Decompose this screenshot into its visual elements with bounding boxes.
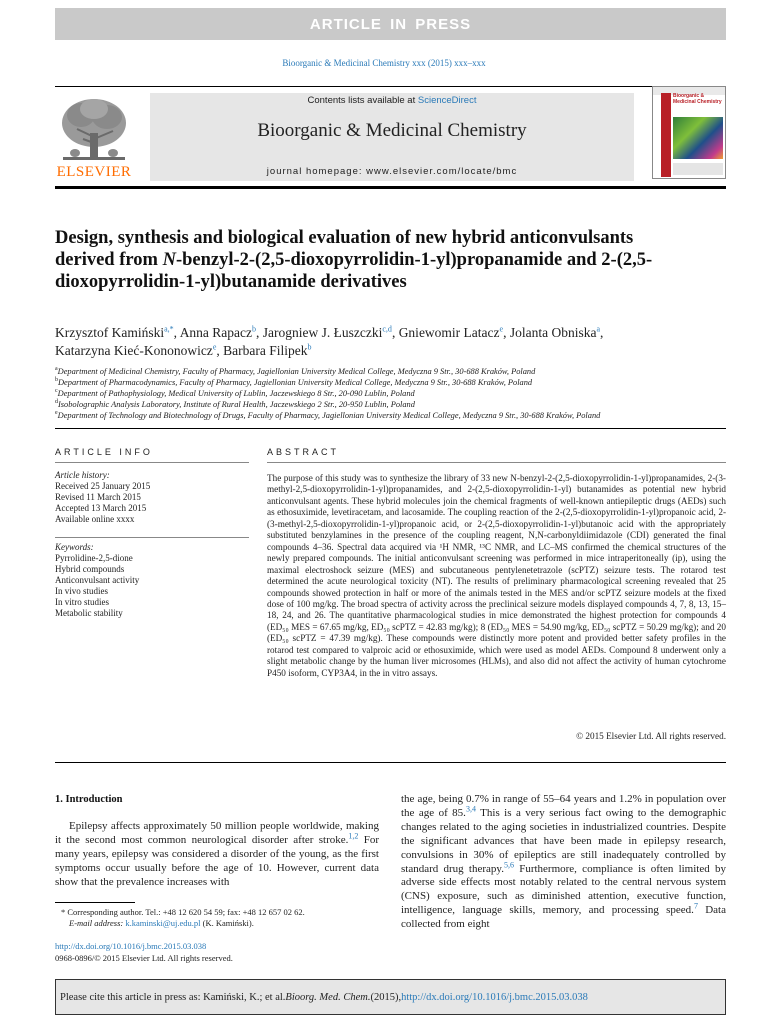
- author-sep: ,: [600, 325, 604, 340]
- author-name[interactable]: Gniewomir Latacz: [398, 325, 500, 340]
- journal-title: Bioorganic & Medicinal Chemistry: [257, 120, 527, 141]
- corresponding-text: Corresponding author. Tel.: +48 12 620 54 59; fax: +48 12 657 02 62.: [67, 907, 305, 917]
- header-rule: [55, 86, 726, 87]
- citation-ref[interactable]: 3,4: [465, 804, 476, 814]
- abstract-copyright: © 2015 Elsevier Ltd. All rights reserved.: [576, 731, 726, 741]
- author-affil-sup[interactable]: e: [499, 324, 504, 334]
- intro-text: Furthermore, compliance is often limited by adverse side effects most notably related to the central nervous system (CNS) exposure, such as diminished attention, executive function, intelligence, language skills, memory, and processing speed.: [401, 862, 726, 917]
- footnotes: [55, 907, 379, 929]
- history-item: Received 25 January 2015: [55, 481, 151, 491]
- email-note: [55, 918, 379, 929]
- author-sep: ,: [216, 343, 224, 358]
- author-sep: ,: [256, 325, 263, 340]
- affiliation-item: [55, 366, 745, 377]
- citation-box: [55, 979, 726, 1015]
- citation-ref[interactable]: 5,6: [503, 859, 514, 869]
- keyword-item: In vivo studies: [55, 586, 108, 596]
- intro-left-column: [55, 820, 379, 890]
- intro-text: the age, being 0.7% in range of 55–64 years and 1.2% in population over the age of 85.: [401, 793, 726, 819]
- affiliation-text: Department of Medicinal Chemistry, Faculty of Pharmacy, Jagiellonian University Medical College, Medyczna 9 Str., 30-688 Kraków, Poland: [57, 367, 536, 376]
- author-name[interactable]: Barbara Filipek: [223, 343, 308, 358]
- keyword-item: Hybrid compounds: [55, 564, 125, 574]
- section-rule: [55, 762, 726, 763]
- article-info-heading: ARTICLE INFO: [55, 447, 153, 457]
- doi-link[interactable]: http://dx.doi.org/10.1016/j.bmc.2015.03.038: [55, 941, 207, 951]
- affiliation-sup: d: [55, 399, 58, 406]
- intro-text: This is a very serious fact owing to the demographic changes related to the aging societies in industrialized countries. Despite the significant advances that have been made in epilepsy research, convulsions in 30% of epileptics are still inadequately controlled by standard drug therapy.: [401, 806, 726, 875]
- affiliation-text: Isobolographic Analysis Laboratory, Institute of Rural Health, Jaczewskiego 2 Str., 20-950 Lublin, Poland: [58, 400, 415, 409]
- author-name[interactable]: Jolanta Obniska: [509, 325, 597, 340]
- author-affil-sup[interactable]: e: [212, 342, 217, 352]
- article-history: [55, 470, 249, 525]
- author-affil-sup[interactable]: a: [596, 324, 601, 334]
- issn-line: 0968-0896/© 2015 Elsevier Ltd. All rights reserved.: [55, 953, 233, 963]
- cover-title: Bioorganic & Medicinal Chemistry: [673, 93, 722, 105]
- cover-artwork: [673, 117, 723, 159]
- title-italic: N: [162, 250, 176, 270]
- affiliation-sup: e: [55, 410, 58, 417]
- affiliation-sup: b: [55, 377, 58, 384]
- author-affil-sup[interactable]: b: [307, 342, 312, 352]
- author-affil-sup[interactable]: a,*: [164, 324, 174, 334]
- citation-ref[interactable]: 7: [693, 901, 698, 911]
- history-item: Revised 11 March 2015: [55, 492, 141, 502]
- abstract-text: The purpose of this study was to synthesize the library of 33 new N-benzyl-2-(2,5-dioxopyrrolidin-1-yl)propanamides, 2-(3-methyl-2,5-dioxopyrrolidin-1-yl)propanamides, and 2-(2,5-dioxopyrrolidin-1-yl) butanamides as potential new hybrid anticonvulsant agents. These hybrid molecules join the chemical fragments of well-known antiepileptic drugs (AEDs) such as ethosuximide, levetiracetam, and lacosamide. The coupling reaction of the 2-(2,5-dioxopyrrolidin-1-yl)propanoic acid, 2-(3-methyl-2,5-dioxopyrrolidin-1-yl)propanoic acid, or 2-(2,5-dioxopyrrolidin-1-yl)butanoic acid with the appropriately substituted benzylamines in the presence of the coupling reagent, N,N-carbonyldiimidazole (CDI) generated the final compounds 4–36. Spectral data acquired via ¹H NMR, ¹³C NMR, and LC–MS confirmed the chemical structures of the newly prepared compounds. The initial anticonvulsant screening was performed in mice intraperitoneally (ip), using the maximal electroshock seizure (MES) and subcutaneous pentylenetetrazole (scPTZ) seizure tests. The rotarod test determined the acute neurological toxicity (NT). The results of preliminary pharmacological screening revealed that 25 compounds showed protection in half or more of the animals tested in the MES and/or scPTZ seizure models at the fixed dose of 100 mg/kg. The broad spectra of activity across the preclinical seizure models displayed compounds 4, 7, 8, 13, 15–18, 24, and 26. The quantitative pharmacological studies in mice demonstrated the highest protection for compounds 4 (ED₅₀ MES = 67.65 mg/kg, ED₅₀ scPTZ = 42.83 mg/kg); 8 (ED₅₀ MES = 54.90 mg/kg, ED₅₀ scPTZ = 50.29 mg/kg); and 20 (ED₅₀ scPTZ = 47.39 mg/kg). These compounds were distinctly more potent and provided better safety profiles in the rotarod test compared to valproic acid or ethosuximide, which were used as model AEDs. Compound 8 underwent only a slight metabolic change by the human liver microsomes (HLMs), and also did not affect the activity of human cytochrome P450 isoform, CYP3A4, in the in vitro assays.: [267, 473, 726, 678]
- author-name[interactable]: Jarogniew J. Łuszczki: [262, 325, 383, 340]
- history-label: Article history:: [55, 470, 110, 480]
- author-sep: ,: [391, 325, 399, 340]
- author-name[interactable]: Katarzyna Kieć-Kononowicz: [55, 343, 213, 358]
- introduction-heading: 1. Introduction: [55, 794, 123, 805]
- info-rule: [55, 537, 249, 538]
- citation-prefix: Please cite this article in press as: Kamiński, K.; et al.: [60, 991, 286, 1003]
- article-title: [55, 227, 675, 293]
- citation-journal: Bioorg. Med. Chem.: [285, 991, 371, 1003]
- email-label: E-mail address:: [69, 918, 126, 928]
- cover-bottom-band: [673, 163, 723, 175]
- keyword-item: Anticonvulsant activity: [55, 575, 140, 585]
- journal-cover-image: [652, 86, 726, 179]
- keywords: [55, 542, 249, 619]
- citation-doi-link[interactable]: http://dx.doi.org/10.1016/j.bmc.2015.03.038: [401, 991, 588, 1003]
- email-link[interactable]: k.kaminski@uj.edu.pl: [125, 918, 201, 928]
- affiliation-item: [55, 377, 745, 388]
- title-part-1: Design, synthesis and biological evaluation of new hybrid anticonvulsants derived from: [55, 228, 634, 270]
- header-thick-rule: [55, 186, 726, 189]
- intro-text: Data collected from eight: [401, 904, 726, 931]
- banner-text: ARTICLE IN PRESS: [309, 15, 472, 33]
- sciencedirect-link[interactable]: ScienceDirect: [417, 95, 477, 106]
- intro-text: Epilepsy affects approximately 50 million people worldwide, making it the second most common neurological disorder after stroke.: [55, 820, 379, 846]
- keyword-item: Metabolic stability: [55, 608, 123, 618]
- intro-right-column: [401, 793, 726, 932]
- journal-homepage[interactable]: journal homepage: www.elsevier.com/locate/bmc: [266, 166, 518, 177]
- history-item: Accepted 13 March 2015: [55, 503, 147, 513]
- title-part-2: -benzyl-2-(2,5-dioxopyrrolidin-1-yl)propanamide and 2-(2,5-dioxopyrrolidin-1-yl)butanamide derivatives: [55, 250, 653, 292]
- article-in-press-banner: [55, 8, 726, 40]
- contents-line: [150, 95, 634, 106]
- elsevier-wordmark: ELSEVIER: [56, 164, 132, 180]
- abstract-rule: [267, 462, 726, 463]
- affiliation-item: [55, 410, 745, 421]
- author-name[interactable]: Anna Rapacz: [179, 325, 253, 340]
- author-affil-sup[interactable]: c,d: [382, 324, 392, 334]
- author-affil-sup[interactable]: b: [252, 324, 257, 334]
- info-rule: [55, 462, 249, 463]
- citation-year: (2015),: [370, 991, 402, 1003]
- footnote-rule: [55, 902, 135, 903]
- citation-ref[interactable]: 1,2: [348, 831, 359, 841]
- author-name[interactable]: Krzysztof Kamiński: [55, 325, 165, 340]
- keyword-item: In vitro studies: [55, 597, 109, 607]
- intro-text: For many years, epilepsy was considered a disorder of the young, as the first symptoms occur usually before the age of 10. However, current data show that the prevalence increases with: [55, 833, 379, 888]
- affiliation-text: Department of Pathophysiology, Medical University of Lublin, Jaczewskiego 8 Str., 20-090 Lublin, Poland: [57, 389, 415, 398]
- affiliation-sup: a: [55, 366, 58, 373]
- asterisk-mark: *: [61, 907, 68, 917]
- cover-red-bar: [661, 93, 671, 177]
- affiliation-item: [55, 388, 745, 399]
- affiliation-text: Department of Pharmacodynamics, Faculty of Pharmacy, Jagiellonian University Medical College, Medyczna 9 Str., 30-688 Kraków, Poland: [58, 378, 533, 387]
- affiliation-text: Department of Technology and Biotechnology of Drugs, Faculty of Pharmacy, Jagiellonian University Medical College, Medyczna 9 Str., 30-688 Kraków, Poland: [57, 411, 601, 420]
- corresponding-note: [55, 907, 379, 918]
- section-rule: [55, 428, 726, 429]
- author-sep: ,: [503, 325, 510, 340]
- affiliations: [55, 366, 745, 421]
- keywords-label: Keywords:: [55, 542, 94, 552]
- affiliation-item: [55, 399, 745, 410]
- journal-reference[interactable]: Bioorganic & Medicinal Chemistry xxx (2015) xxx–xxx: [282, 58, 486, 68]
- email-suffix: (K. Kamiński).: [200, 918, 254, 928]
- history-item: Available online xxxx: [55, 514, 135, 524]
- contents-prefix: Contents lists available at: [307, 95, 418, 106]
- keyword-item: Pyrrolidine-2,5-dione: [55, 553, 133, 563]
- author-list: [55, 324, 745, 360]
- affiliation-sup: c: [55, 388, 58, 395]
- author-sep: ,: [173, 325, 180, 340]
- abstract-heading: ABSTRACT: [267, 447, 340, 457]
